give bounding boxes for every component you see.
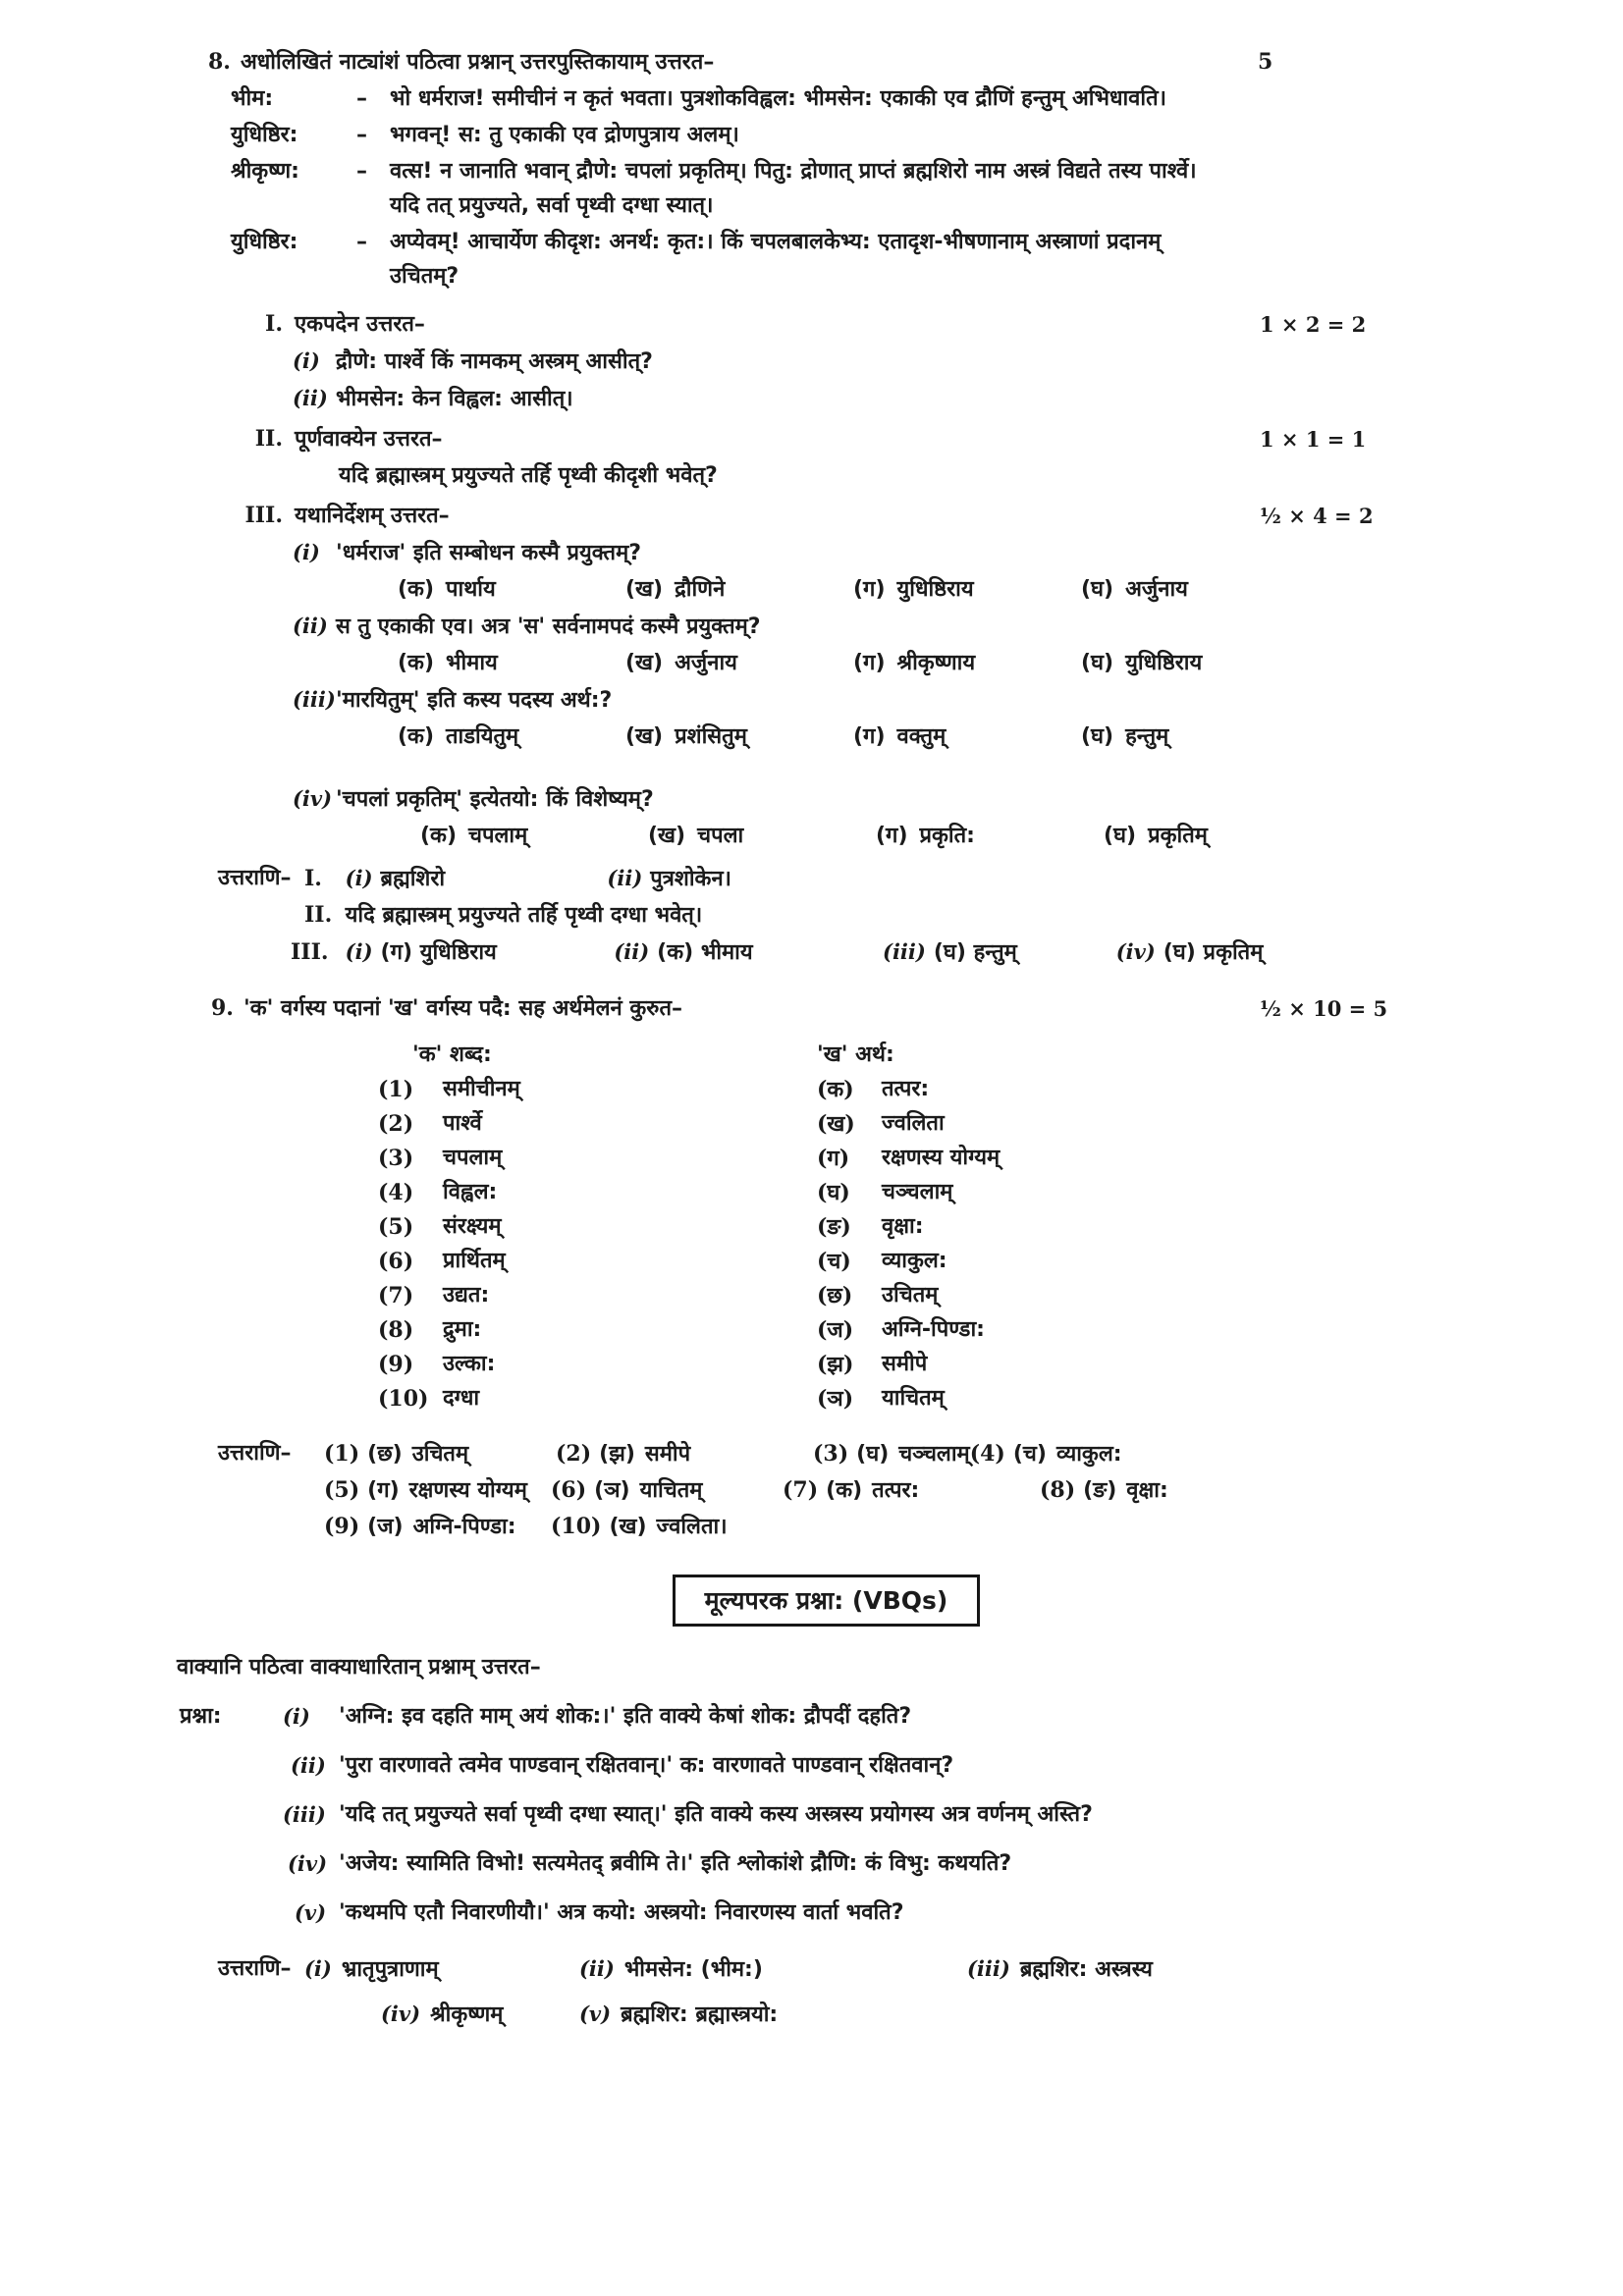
answer-number: (4) <box>969 1441 1005 1467</box>
item-text: 'धर्मराज' इति सम्बोधन कस्मै प्रयुक्तम्? <box>336 541 642 565</box>
answer-text: याचितम् <box>639 1478 703 1503</box>
answer-number: (ii) <box>579 1956 615 1981</box>
option-text: प्रशंसितुम् <box>675 724 747 749</box>
option-text: द्रौणिने <box>675 577 726 602</box>
q9-answers-row-1 <box>0 1436 1623 1472</box>
answer-item <box>579 1951 967 1987</box>
vbq-question <box>0 1846 1623 1881</box>
option-label: (ख) <box>648 824 686 848</box>
question-item-number: (v) <box>295 1900 327 1925</box>
marks-value: ½ × 10 = 5 <box>1260 996 1388 1021</box>
option-label: (ख) <box>625 577 664 602</box>
vbq-question <box>0 1896 1623 1930</box>
match-row <box>378 1279 817 1312</box>
match-text: संरक्ष्यम् <box>443 1214 502 1239</box>
option-label: (क) <box>420 824 458 848</box>
answer-item <box>883 934 1109 970</box>
q8-answers-line-1 <box>0 861 1623 896</box>
q8-answers-line-3 <box>0 934 1623 970</box>
dialogue-text: अप्येवम्! आचार्येण कीदृश: अनर्थ: कृत:। किं चपलबालकेभ्य: एतादृश-भीषणानाम् अस्त्राणां प्रदानम् उचितम्? <box>390 230 1162 289</box>
dialogue-dash: – <box>356 123 367 147</box>
answer-number: (10) <box>551 1514 602 1539</box>
question-item-text: 'यदि तत् प्रयुज्यते सर्वा पृथ्वी दग्धा स्यात्।' इति वाक्ये कस्य अस्त्रस्य प्रयोगस्य अत्र वर्णनम् अस्ति? <box>339 1802 1093 1827</box>
q8-answers-line-2 <box>0 898 1623 933</box>
mcq-question <box>0 535 1623 570</box>
match-text: वृक्षा: <box>882 1214 924 1239</box>
match-row <box>817 1107 1000 1141</box>
speaker-label: भीम: <box>231 86 274 111</box>
answer-number: (1) <box>324 1441 360 1467</box>
section-title: एकपदेन उत्तरत– <box>295 312 425 337</box>
mcq-option <box>853 720 1081 754</box>
match-row <box>817 1142 1000 1175</box>
question-item <box>0 381 1623 416</box>
mcq-question <box>0 682 1623 718</box>
match-text: द्रुमा: <box>443 1317 482 1342</box>
option-label: (क) <box>398 577 435 602</box>
answer-option: (ग) <box>380 940 413 965</box>
question-8 <box>0 45 1623 970</box>
section-1-heading-row <box>0 307 1623 342</box>
answer-text: रक्षणस्य योग्यम् <box>408 1478 527 1503</box>
vbq-answers-row-1 <box>0 1951 1623 1987</box>
option-label: (ग) <box>853 577 886 602</box>
match-letter: (छ) <box>817 1283 853 1308</box>
match-text: उल्का: <box>443 1352 496 1376</box>
item-text: 'चपलां प्रकृतिम्' इत्येतयो: किं विशेष्यम्? <box>336 787 654 812</box>
option-text: ताडयितुम् <box>446 724 519 749</box>
dialogue-dash: – <box>356 230 367 254</box>
dialogue-row <box>0 154 1623 223</box>
question-item-text: 'अजेय: स्यामिति विभो! सत्यमेतद् ब्रवीमि ते।' इति श्लोकांशे द्रौणि: कं विभु: कथयति? <box>339 1851 1012 1876</box>
mcq-options-row <box>0 720 1623 754</box>
mcq-option <box>1081 646 1202 680</box>
answers-label: उत्तराणि– <box>218 1441 292 1466</box>
question-number: 9. <box>211 995 234 1021</box>
answer-text: प्रकृतिम् <box>1203 940 1264 965</box>
option-label: (क) <box>398 724 435 749</box>
question-8-heading: अधोलिखितं नाट्यांशं पठित्वा प्रश्नान् उत्तरपुस्तिकायाम् उत्तरत– <box>240 50 715 75</box>
match-row <box>378 1382 817 1415</box>
marks-value: ½ × 4 = 2 <box>1260 504 1374 528</box>
item-number: (iv) <box>293 786 333 811</box>
match-letter: (घ) <box>817 1180 850 1205</box>
answer-text: भीमाय <box>700 940 753 965</box>
match-letter: (ङ) <box>817 1214 851 1240</box>
match-row <box>378 1210 817 1244</box>
match-row <box>817 1245 1000 1278</box>
match-number: (5) <box>378 1214 414 1240</box>
answer-number: (ii) <box>607 866 643 890</box>
answer-option: (क) <box>657 940 694 965</box>
answer-text: ब्रह्मशिरो <box>380 867 446 891</box>
question-item-text: 'पुरा वारणावते त्वमेव पाण्डवान् रक्षितवान्।' क: वारणावते पाण्डवान् रक्षितवान्? <box>339 1753 954 1778</box>
mcq-option <box>625 646 853 680</box>
section-roman: II. <box>254 426 283 452</box>
answer-item <box>813 1436 970 1472</box>
answer-text: चञ्चलाम् <box>898 1442 970 1467</box>
option-label: (ख) <box>625 651 664 675</box>
answer-item <box>324 1436 556 1472</box>
mcq-option <box>648 819 876 853</box>
match-text: अग्नि-पिण्डा: <box>882 1317 985 1342</box>
answer-item <box>346 934 607 970</box>
mcq-option <box>398 572 625 607</box>
answer-number: (i) <box>345 866 373 890</box>
match-column-headers <box>0 1038 1623 1072</box>
section-roman: III. <box>244 503 283 528</box>
answer-item <box>324 1509 551 1545</box>
mcq-options-row <box>0 646 1623 680</box>
vbq-intro: वाक्यानि पठित्वा वाक्याधारितान् प्रश्नाम् उत्तरत– <box>177 1655 541 1680</box>
section-title: यथानिर्देशम् उत्तरत– <box>295 504 450 528</box>
answer-option: (ज) <box>367 1515 404 1539</box>
match-letter: (ग) <box>817 1146 850 1171</box>
answer-item <box>381 1997 579 2032</box>
match-text: चञ्चलाम् <box>882 1180 953 1204</box>
option-text: भीमाय <box>446 651 498 675</box>
answer-number: (3) <box>813 1441 849 1467</box>
vbq-question <box>0 1797 1623 1832</box>
match-text: ज्वलिता <box>882 1111 945 1136</box>
speaker-label: युधिष्ठिर: <box>231 123 298 147</box>
answer-number: (iv) <box>381 2002 421 2026</box>
option-label: (ग) <box>853 724 886 749</box>
answer-item <box>551 1509 783 1545</box>
marks-value: 1 × 1 = 1 <box>1260 427 1367 452</box>
match-column-b <box>817 1072 1000 1416</box>
q9-answers-row-3 <box>0 1509 1623 1545</box>
question-9 <box>0 991 1623 1545</box>
answer-text: समीपे <box>644 1442 691 1467</box>
mcq-option <box>853 646 1081 680</box>
answer-item <box>783 1472 1040 1509</box>
match-number: (3) <box>378 1146 414 1171</box>
mcq-option <box>398 646 625 680</box>
answer-text: हन्तुम् <box>973 940 1017 965</box>
option-label: (ख) <box>625 724 664 749</box>
answer-number: (9) <box>324 1514 360 1539</box>
match-row <box>378 1245 817 1278</box>
answer-number: (i) <box>345 939 373 964</box>
mcq-option <box>853 572 1081 607</box>
answer-text: पुत्रशोकेन। <box>650 867 731 891</box>
vbq-box-title: मूल्यपरक प्रश्ना: (VBQs) <box>673 1575 981 1627</box>
item-text: भीमसेन: केन विह्वल: आसीत्। <box>336 387 573 411</box>
option-label: (घ) <box>1081 651 1114 675</box>
answers-label: उत्तराणि– <box>218 1956 292 1981</box>
question-item-text: 'कथमपि एतौ निवारणीयौ।' अत्र कयो: अस्त्रयो: निवारणस्य वार्ता भवति? <box>339 1900 904 1925</box>
match-text: विह्वल: <box>443 1180 498 1204</box>
answer-text: भीमसेन: (भीम:) <box>623 1957 763 1982</box>
match-row <box>817 1176 1000 1209</box>
answer-roman: I. <box>304 866 322 891</box>
answer-roman: II. <box>304 902 333 928</box>
vbq-section <box>0 1575 1623 2032</box>
answer-number: (8) <box>1040 1477 1076 1503</box>
q9-answers <box>0 1436 1623 1545</box>
answers-label: उत्तराणि– <box>218 866 292 890</box>
answer-item <box>551 1472 783 1509</box>
section-title: पूर्णवाक्येन उत्तरत– <box>295 427 443 452</box>
question-9-heading-row <box>0 991 1623 1026</box>
answer-item <box>346 861 445 896</box>
dialogue-dash: – <box>356 86 367 111</box>
answer-item <box>614 934 875 970</box>
answer-item <box>579 1997 778 2032</box>
answer-number: (iv) <box>1115 939 1156 964</box>
answer-text: तत्पर: <box>872 1478 920 1503</box>
mcq-options-row <box>0 572 1623 607</box>
mcq-option <box>1081 720 1168 754</box>
answer-option: (ग) <box>367 1478 400 1503</box>
answer-option: (ख) <box>609 1515 647 1539</box>
match-text: पार्श्वे <box>443 1111 482 1136</box>
answer-text: श्रीकृष्णम् <box>430 2002 504 2027</box>
answer-text: युधिष्ठिराय <box>419 940 497 965</box>
q9-answers-row-2 <box>0 1472 1623 1509</box>
option-text: युधिष्ठिराय <box>896 577 974 602</box>
match-number: (2) <box>378 1111 414 1137</box>
match-columns <box>0 1072 1623 1416</box>
option-text: अर्जुनाय <box>675 651 737 675</box>
vbq-box-wrap <box>0 1575 1623 1627</box>
match-text: रक्षणस्य योग्यम् <box>882 1146 1001 1170</box>
match-text: व्याकुल: <box>882 1249 947 1273</box>
match-row <box>378 1107 817 1141</box>
item-number: (i) <box>293 540 320 564</box>
answer-item <box>1040 1472 1168 1509</box>
question-item-text: 'अग्नि: इव दहति माम् अयं शोक:।' इति वाक्ये केषां शोक: द्रौपदीं दहति? <box>339 1704 912 1729</box>
dialogue-text: वत्स! न जानाति भवान् द्रौणे: चपलां प्रकृतिम्। पितु: द्रोणात् प्राप्तं ब्रह्मशिरो नाम अस्त्रं विद्यते तस्य पार्श्वे। यदि तत् प्रयुज्यते, सर्वा पृथ्वी दग्धा स्यात्। <box>390 159 1197 218</box>
column-b-header: 'ख' अर्थ: <box>817 1042 894 1067</box>
item-number: (ii) <box>293 614 328 638</box>
column-a-header: 'क' शब्द: <box>412 1042 492 1067</box>
item-text: 'मारयितुम्' इति कस्य पदस्य अर्थ:? <box>336 688 613 713</box>
answer-text: व्याकुल: <box>1055 1442 1122 1467</box>
answer-option: (घ) <box>856 1442 890 1467</box>
match-row <box>378 1073 817 1106</box>
match-letter: (ख) <box>817 1111 855 1137</box>
match-text: उचितम् <box>882 1283 939 1308</box>
answer-item <box>304 1951 579 1987</box>
item-number: (i) <box>293 348 320 373</box>
match-text: तत्पर: <box>882 1077 930 1101</box>
answer-option: (ञ) <box>594 1478 630 1503</box>
speaker-label: श्रीकृष्ण: <box>231 159 299 184</box>
question-item-number: (iii) <box>283 1802 326 1827</box>
match-text: चपलाम् <box>443 1146 503 1170</box>
vbq-question <box>0 1699 1623 1734</box>
option-text: अर्जुनाय <box>1125 577 1188 602</box>
match-text: समीपे <box>882 1352 928 1376</box>
question-8-heading-row <box>0 45 1623 80</box>
section-roman: I. <box>265 311 283 337</box>
match-row <box>378 1348 817 1381</box>
question-item-number: (ii) <box>291 1753 326 1778</box>
page-number: 5 <box>1258 49 1273 75</box>
answer-text: भ्रातृपुत्राणाम् <box>341 1957 439 1982</box>
option-text: युधिष्ठिराय <box>1125 651 1203 675</box>
match-number: (10) <box>378 1386 429 1412</box>
match-letter: (झ) <box>817 1352 854 1377</box>
answer-number: (v) <box>579 2002 612 2026</box>
answer-item <box>967 1951 1153 1987</box>
match-letter: (क) <box>817 1077 854 1102</box>
question-item <box>0 344 1623 379</box>
vbq-question <box>0 1748 1623 1783</box>
answer-number: (7) <box>783 1477 819 1503</box>
option-text: चपलाम् <box>468 824 528 848</box>
section-2-question: यदि ब्रह्मास्त्रम् प्रयुज्यते तर्हि पृथ्वी कीदृशी भवेत्? <box>339 463 718 488</box>
mcq-option <box>625 572 853 607</box>
match-row <box>378 1313 817 1347</box>
option-label: (क) <box>398 651 435 675</box>
answer-number: (i) <box>304 1956 332 1981</box>
answer-option: (झ) <box>599 1442 635 1467</box>
question-number: 8. <box>208 49 231 75</box>
answer-option: (छ) <box>367 1442 403 1467</box>
mcq-option <box>876 819 1104 853</box>
option-text: श्रीकृष्णाय <box>896 651 976 675</box>
question-9-heading: 'क' वर्गस्य पदानां 'ख' वर्गस्य पदै: सह अर्थमेलनं कुरुत– <box>243 996 683 1021</box>
questions-label: प्रश्ना: <box>180 1704 222 1729</box>
answer-option: (घ) <box>933 940 966 965</box>
match-text: दग्धा <box>443 1386 480 1411</box>
answer-text: उचितम् <box>411 1442 469 1467</box>
match-row <box>817 1073 1000 1106</box>
answer-number: (ii) <box>614 939 650 964</box>
match-text: समीचीनम् <box>443 1077 520 1101</box>
mcq-option <box>398 720 625 754</box>
item-number: (iii) <box>293 687 336 712</box>
answer-text: यदि ब्रह्मास्त्रम् प्रयुज्यते तर्हि पृथ्वी दग्धा भवेत्। <box>345 903 703 928</box>
dialogue-text: भगवन्! स: तु एकाकी एव द्रोणपुत्राय अलम्। <box>390 123 739 147</box>
answer-item <box>970 1436 1122 1472</box>
section-3-heading-row <box>0 499 1623 533</box>
section-1-items <box>0 344 1623 416</box>
mcq-options-row <box>0 819 1623 853</box>
answer-number: (6) <box>551 1477 587 1503</box>
match-row <box>817 1348 1000 1381</box>
answer-text: अग्नि-पिण्डा: <box>412 1515 516 1539</box>
answer-text: ब्रह्मशिर: अस्त्रस्य <box>1019 1957 1153 1982</box>
mcq-question <box>0 609 1623 644</box>
match-row <box>817 1382 1000 1415</box>
match-row <box>817 1313 1000 1347</box>
marks-value: 1 × 2 = 2 <box>1260 312 1367 337</box>
speaker-label: युधिष्ठिर: <box>231 230 298 254</box>
answer-number: (iii) <box>967 1956 1010 1981</box>
match-letter: (ञ) <box>817 1386 854 1412</box>
answer-text: ज्वलिता। <box>656 1515 728 1539</box>
answer-number: (iii) <box>883 939 926 964</box>
match-text: उद्यत: <box>443 1283 490 1308</box>
answer-item <box>1116 934 1264 970</box>
match-text: प्रार्थितम् <box>443 1249 506 1273</box>
option-label: (घ) <box>1081 724 1114 749</box>
mcq-option <box>625 720 853 754</box>
option-label: (घ) <box>1104 824 1137 848</box>
item-text: स तु एकाकी एव। अत्र 'स' सर्वनामपदं कस्मै प्रयुक्तम्? <box>336 614 761 639</box>
match-column-a <box>378 1072 817 1416</box>
answer-option: (च) <box>1012 1442 1047 1467</box>
answer-item <box>324 1472 551 1509</box>
match-row <box>378 1142 817 1175</box>
answer-number: (5) <box>324 1477 360 1503</box>
vbq-questions <box>0 1699 1623 1930</box>
dialogue-text: भो धर्मराज! समीचीनं न कृतं भवता। पुत्रशोकविह्वल: भीमसेन: एकाकी एव द्रौणिं हन्तुम् अभिधावति। <box>390 86 1166 111</box>
question-item-number: (iv) <box>288 1851 328 1876</box>
option-text: चपला <box>697 824 744 848</box>
item-text: द्रौणे: पार्श्वे किं नामकम् अस्त्रम् आसीत्? <box>336 349 653 374</box>
answer-roman: III. <box>291 939 329 965</box>
option-text: प्रकृतिम् <box>1148 824 1208 848</box>
option-text: प्रकृति: <box>919 824 975 848</box>
match-row <box>817 1279 1000 1312</box>
mcq-question <box>0 781 1623 817</box>
answer-item <box>556 1436 813 1472</box>
match-number: (1) <box>378 1077 414 1102</box>
option-text: वक्तुम् <box>896 724 947 749</box>
vbq-answers-row-2 <box>0 1997 1623 2032</box>
answer-text: ब्रह्मशिर: ब्रह्मास्त्रयो: <box>621 2002 779 2027</box>
question-item-number: (i) <box>283 1704 310 1729</box>
answer-option: (ङ) <box>1083 1478 1117 1503</box>
match-number: (9) <box>378 1352 414 1377</box>
match-number: (4) <box>378 1180 414 1205</box>
mcq-option <box>1081 572 1188 607</box>
section-2-heading-row <box>0 422 1623 456</box>
mcq-option <box>420 819 648 853</box>
option-text: पार्थाय <box>446 577 496 602</box>
answer-option: (क) <box>826 1478 863 1503</box>
option-label: (घ) <box>1081 577 1114 602</box>
answer-text: वृक्षा: <box>1126 1478 1168 1503</box>
match-row <box>378 1176 817 1209</box>
item-number: (ii) <box>293 386 328 410</box>
answer-number: (2) <box>556 1441 592 1467</box>
match-letter: (ज) <box>817 1317 854 1343</box>
answer-option: (घ) <box>1163 940 1196 965</box>
dialogue-dash: – <box>356 159 367 184</box>
match-row <box>817 1210 1000 1244</box>
dialogue-block <box>0 81 1623 294</box>
match-letter: (च) <box>817 1249 851 1274</box>
option-label: (ग) <box>876 824 908 848</box>
match-text: याचितम् <box>882 1386 945 1411</box>
match-number: (8) <box>378 1317 414 1343</box>
answer-item <box>607 861 731 896</box>
match-number: (7) <box>378 1283 414 1308</box>
dialogue-row <box>0 81 1623 116</box>
dialogue-row <box>0 118 1623 152</box>
match-number: (6) <box>378 1249 414 1274</box>
option-text: हन्तुम् <box>1125 724 1169 749</box>
mcq-option <box>1104 819 1208 853</box>
dialogue-row <box>0 225 1623 294</box>
option-label: (ग) <box>853 651 886 675</box>
